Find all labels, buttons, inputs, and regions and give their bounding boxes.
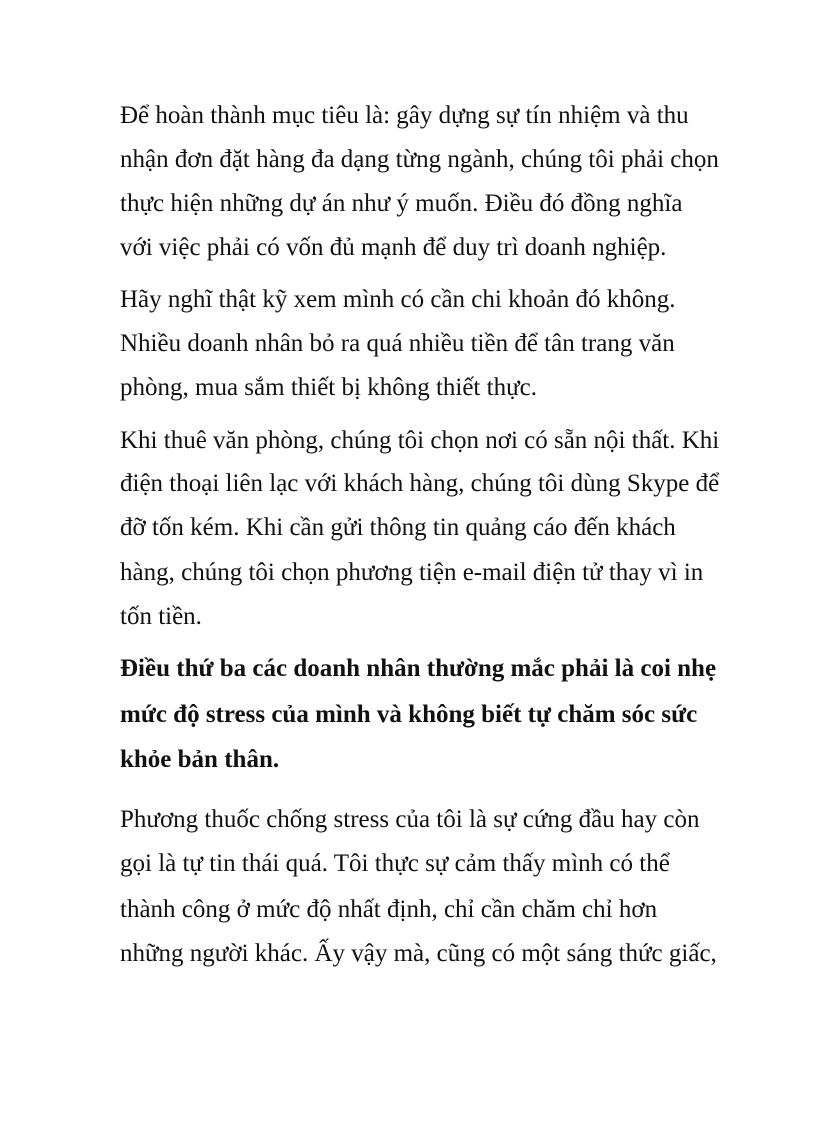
paragraph-1-line-1: Để hoàn thành mục tiêu là: gây dựng sự tín nhiệm và thu xyxy=(120,102,689,129)
paragraph-3-line-1: Khi thuê văn phòng, chúng tôi chọn nơi có sẵn nội thất. Khi xyxy=(120,427,720,454)
paragraph-1-line-3: thực hiện những dự án như ý muốn. Điều đó đồng nghĩa xyxy=(120,190,683,217)
paragraph-5-line-1: Phương thuốc chống stress của tôi là sự cứng đầu hay còn xyxy=(120,806,700,833)
paragraph-5-line-3: thành công ở mức độ nhất định, chỉ cần chăm chỉ hơn xyxy=(120,896,658,923)
paragraph-3-line-2: điện thoại liên lạc với khách hàng, chúng tôi dùng Skype để xyxy=(120,470,720,497)
paragraph-2-line-3: phòng, mua sắm thiết bị không thiết thực. xyxy=(120,374,537,401)
bold-paragraph-line-1: Điều thứ ba các doanh nhân thường mắc phải là coi nhẹ xyxy=(120,655,717,682)
paragraph-3-line-3: đỡ tốn kém. Khi cần gửi thông tin quảng cáo đến khách xyxy=(120,514,676,541)
paragraph-3-line-5: tốn tiền. xyxy=(120,603,202,630)
paragraph-5-line-4: những người khác. Ấy vậy mà, cũng có một sáng thức giấc, xyxy=(120,940,717,967)
paragraph-1-line-4: với việc phải có vốn đủ mạnh để duy trì doanh nghiệp. xyxy=(120,234,667,261)
paragraph-2-line-1: Hãy nghĩ thật kỹ xem mình có cần chi khoản đó không. xyxy=(120,286,676,313)
bold-paragraph-line-2: mức độ stress của mình và không biết tự chăm sóc sức xyxy=(120,701,698,728)
paragraph-1-line-2: nhận đơn đặt hàng đa dạng từng ngành, chúng tôi phải chọn xyxy=(120,146,719,173)
paragraph-3-line-4: hàng, chúng tôi chọn phương tiện e-mail điện tử thay vì in xyxy=(120,559,704,586)
bold-paragraph-line-3: khỏe bản thân. xyxy=(120,746,280,773)
paragraph-5-line-2: gọi là tự tin thái quá. Tôi thực sự cảm thấy mình có thể xyxy=(120,850,670,877)
paragraph-2-line-2: Nhiều doanh nhân bỏ ra quá nhiều tiền để tân trang văn xyxy=(120,330,675,357)
